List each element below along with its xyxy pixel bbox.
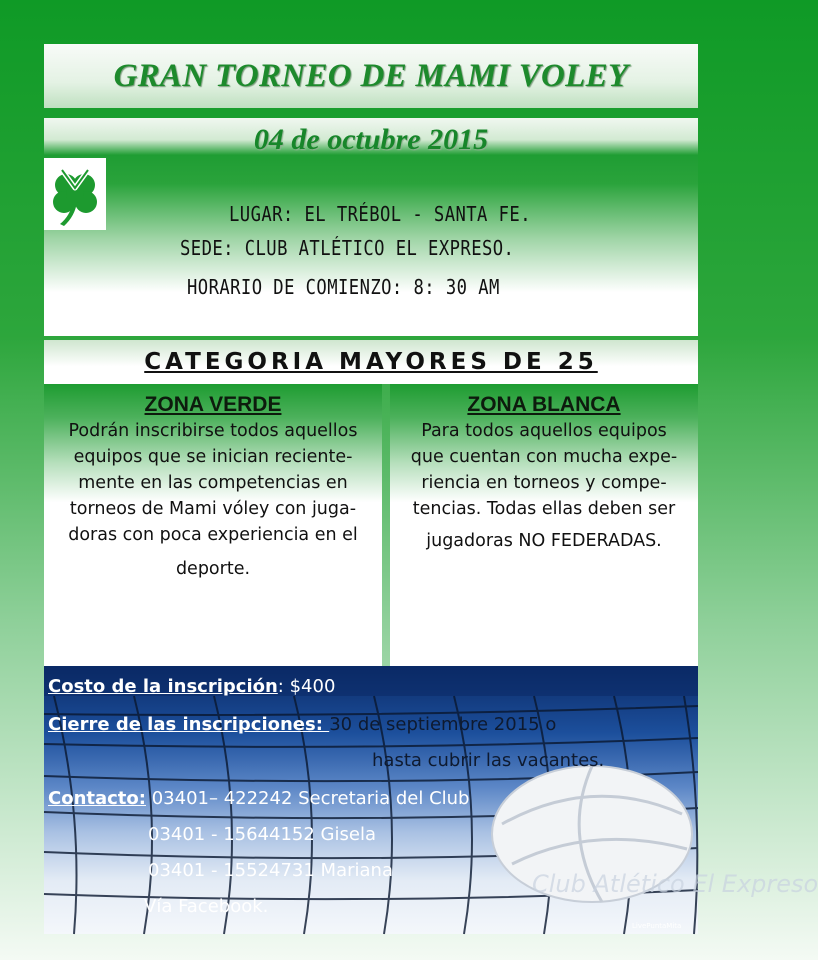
zone-verde-title: ZONA VERDE <box>144 393 282 416</box>
info-start-time: HORARIO DE COMIENZO: 8: 30 AM <box>187 275 500 299</box>
close-row <box>48 714 556 735</box>
zone-blanca-description <box>390 418 698 554</box>
zone-verde-line: Podrán inscribirse todos aquellos <box>68 421 358 441</box>
event-date: 04 de octubre 2015 <box>253 123 489 156</box>
zone-verde-line: deporte. <box>175 559 251 579</box>
close-value: 30 de septiembre 2015 o <box>329 714 557 735</box>
club-watermark: Club Atlético El Expreso <box>532 870 818 898</box>
category-title: CATEGORIA MAYORES DE 25 <box>144 349 598 375</box>
title-band <box>44 44 698 108</box>
close-value-continued: hasta cubrir las vacantes. <box>372 750 605 771</box>
contact-secretaria: 03401– 422242 Secretaria del Club <box>151 788 470 809</box>
contact-label: Contacto: <box>48 788 146 809</box>
close-label: Cierre de las inscripciones: <box>48 714 330 735</box>
zone-blanca-line: riencia en torneos y compe- <box>421 473 667 493</box>
zone-verde-line: doras con poca experiencia en el <box>68 525 358 545</box>
contact-facebook: Vía Facebook. <box>144 896 269 917</box>
contact-mariana: 03401 - 15524731 Mariana <box>148 860 393 881</box>
cost-label: Costo de la inscripción <box>48 676 278 697</box>
info-location: LUGAR: EL TRÉBOL - SANTA FE. <box>229 202 531 226</box>
info-panel <box>44 118 698 336</box>
zone-verde-line: torneos de Mami vóley con juga- <box>69 499 357 519</box>
zone-verde-line: equipos que se inician reciente- <box>73 447 353 467</box>
zone-verde-description <box>44 418 382 582</box>
zone-verde-line: mente en las competencias en <box>78 473 348 493</box>
zone-verde-panel <box>44 384 382 666</box>
contact-row <box>48 788 469 809</box>
info-venue: SEDE: CLUB ATLÉTICO EL EXPRESO. <box>180 236 515 260</box>
cost-row <box>48 676 335 697</box>
cost-value: : $400 <box>277 676 336 697</box>
zone-blanca-line: que cuentan con mucha expe- <box>410 447 678 467</box>
zone-blanca-line: tencias. Todas ellas deben ser <box>412 499 676 519</box>
contact-gisela: 03401 - 15644152 Gisela <box>148 824 376 845</box>
zone-blanca-panel <box>390 384 698 666</box>
zone-blanca-line: jugadoras NO FEDERADAS. <box>426 531 662 551</box>
photo-credit: LivePuntaMita <box>632 922 682 930</box>
zone-blanca-title: ZONA BLANCA <box>467 393 621 416</box>
category-band <box>44 340 698 384</box>
page-title: GRAN TORNEO DE MAMI VOLEY <box>113 58 629 94</box>
registration-panel <box>44 666 818 934</box>
zone-blanca-line: Para todos aquellos equipos <box>421 421 667 441</box>
club-clover-logo <box>44 158 106 230</box>
